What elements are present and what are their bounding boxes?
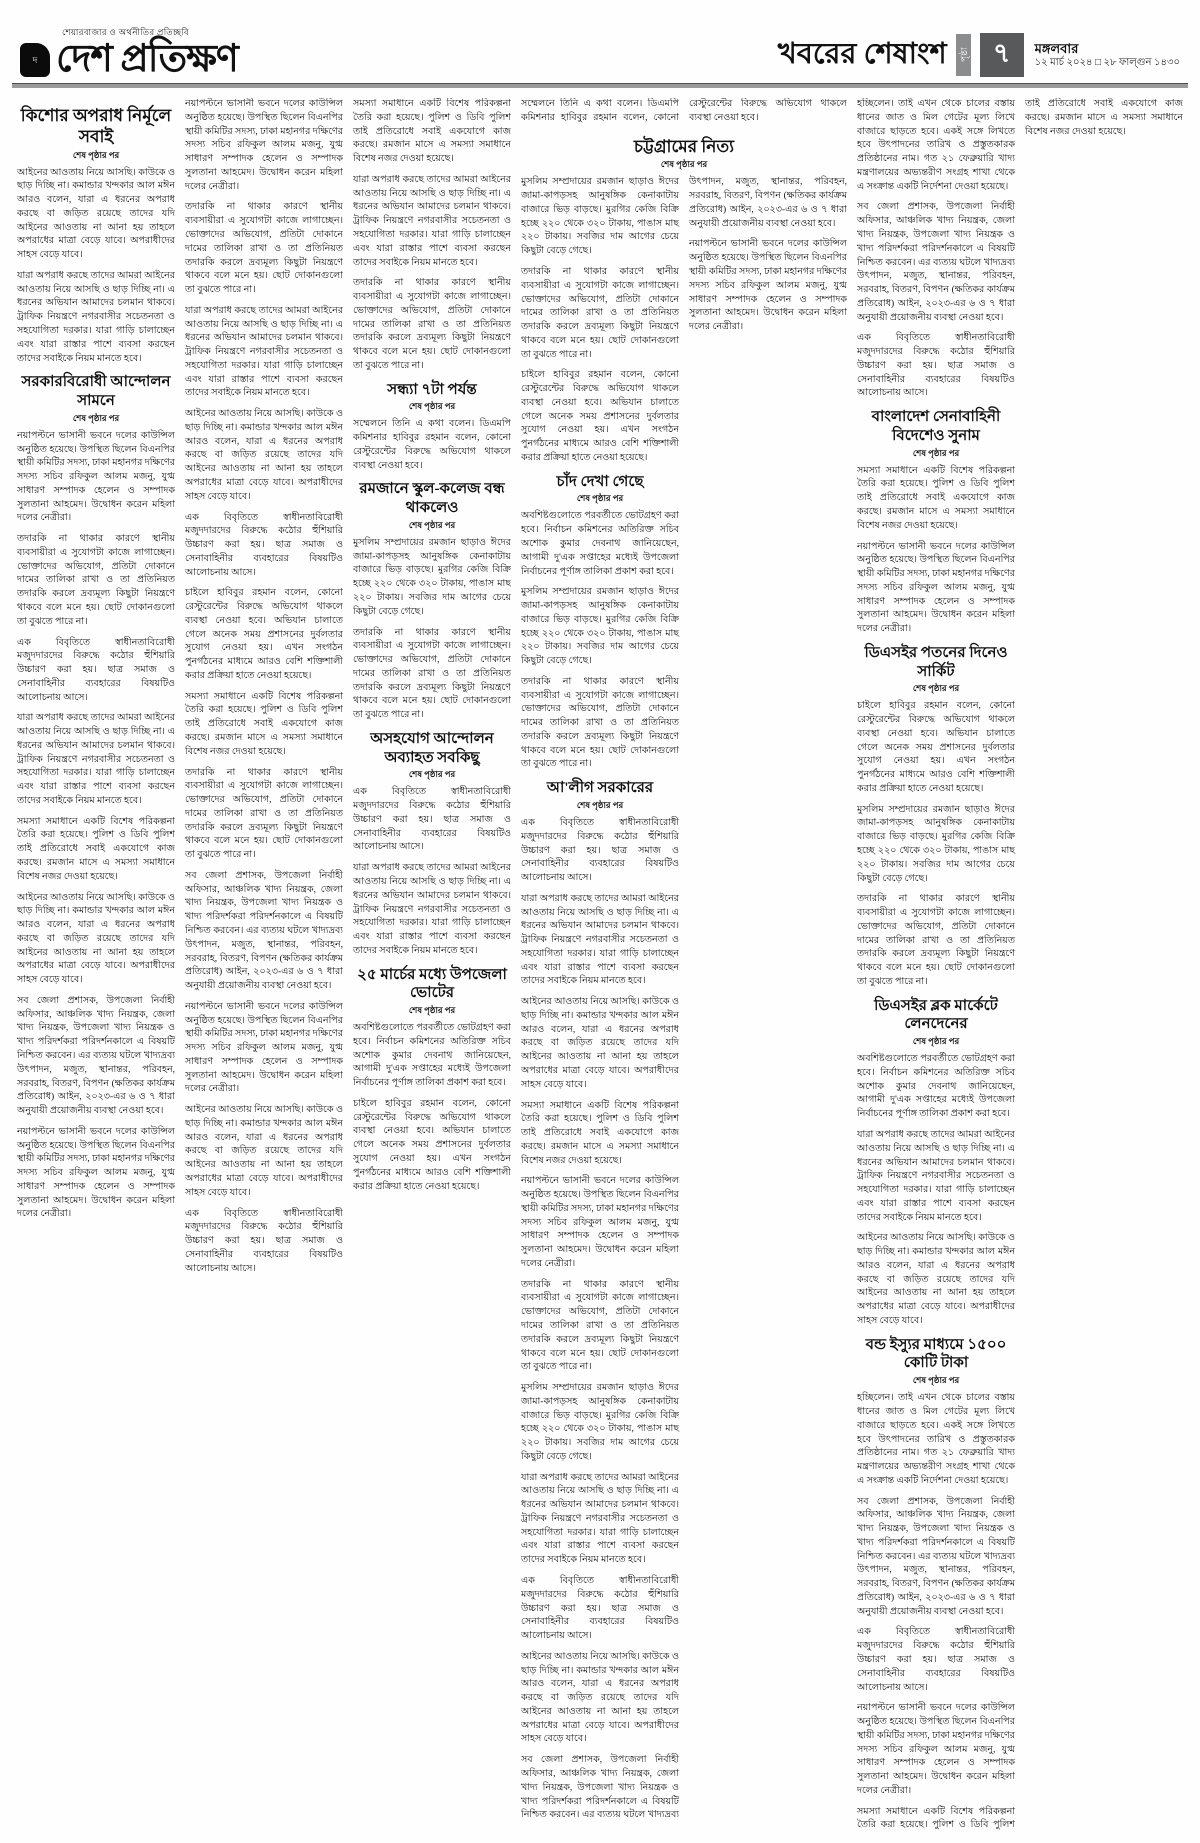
body-paragraph: সম্মেলনে তিনি এ কথা বলেন। ডিএমপি কমিশনার হাবিবুর রহমান বলেন, কোনো রেস্টুরেন্টের বিরুদ্ধে অভিযোগ থাকলে ব্যবস্থা নেওয়া হবে। [521, 99, 847, 123]
body-paragraph: মুসলিম সম্প্রদায়ের রমজান ছাড়াও ঈদের জামা-কাপড়সহ আনুষঙ্গিক কেনাকাটায় বাজারে ভিড় বাড়ছে। মুরগির কেজি বিক্রি হচ্ছে ২২০ থেকে ৩২০ টাকায়, পাঙাস মাছ ২২০ টাকায়। সবজির দাম আগের চেয়ে কিছুটা বেড়ে গেছে। [353, 537, 511, 617]
body-paragraph: তদারকি না থাকার কারণে স্থানীয় ব্যবসায়ীরা এ সুযোগটা কাজে লাগাচ্ছেন। ভোক্তাদের অভিযোগ, প্রতিটা দোকানে দামের তালিকা রাখা ও তা প্রতিনিয়ত তদারকি করলে দ্রব্যমূল্য কিছুটা নিয়ন্ত্রণে থাকবে বলে মনে হয়। ছোট দোকানগুলো তা বুঝতে পারে না। [521, 676, 679, 770]
body-paragraph: আইনের আওতায় নিয়ে আসছি। কাউকে ও ছাড় দিচ্ছি না। কমান্ডার খন্দকার আল মঈন আরও বলেন, যারা এ ধরনের অপরাধ করছে বা জড়িত রয়েছে তাদের যদি আইনের আওতায় না আনা হয় তাহলে অপরাধের মাত্রা বেড়ে যাবে। অপরাধীদের সাহস বেড়ে যাবে। [521, 997, 679, 1090]
date-line: ১২ মার্চ ২০২৪ □ ২৮ ফাল্গুন ১৪৩০ [1034, 57, 1180, 69]
body-paragraph: যারা অপরাধ করছে তাদের আমরা আইনের আওতায় নিয়ে আসছি ও ছাড় দিচ্ছি না। এ ধরনের অভিযান আমাদের চলমান থাকবে। ট্রাফিক নিয়ন্ত্রণে নগরবাসীর সচেতনতা ও সহযোগিতা দরকার। যারা গাড়ি চালাচ্ছেন এবং যারা রাস্তার পাশে ব্যবসা করছেন তাদের সবাইকে নিয়ম মানতে হবে। [521, 893, 679, 987]
body-paragraph: চাইলে হাবিবুর রহমান বলেন, কোনো রেস্টুরেন্টের বিরুদ্ধে অভিযোগ থাকলে ব্যবস্থা নেওয়া হবে। অভিযান চালাতে গেলে অনেক সময় প্রশাসনের দুর্বলতার সুযোগ নেওয়া হয়। এখন সংগঠন পুনর্গঠনের মাধ্যমে আরও বেশি শক্তিশালী করার প্রক্রিয়া হাতে নেওয়া হয়েছে। [353, 1098, 511, 1192]
body-paragraph: সব জেলা প্রশাসক, উপজেলা নির্বাহী অফিসার, আঞ্চলিক খাদ্য নিয়ন্ত্রক, জেলা খাদ্য নিয়ন্ত্রক, উপজেলা খাদ্য নিয়ন্ত্রক ও খাদ্য পরিদর্শকরা পরিদর্শনকালে এ বিষয়টি নিশ্চিত করবেন। এর ব্যত্যয় ঘটলে খাদ্যদ্রব্য উৎপাদন, মজুত, স্থানান্তর, পরিবহন, সরবরাহ, বিতরণ, বিপণন (ক্ষতিকর কার্যক্রম প্রতিরোধ) আইন, ২০২৩-এর ৬ ও ৭ ধারা অনুযায়ী প্রয়োজনীয় ব্যবস্থা নেওয়া হবে। [857, 1496, 1015, 1617]
news-column-1 [17, 98, 175, 1834]
article-headline-a11: ডিএসইর পতনের দিনেও সার্কিট [864, 644, 1008, 680]
body-paragraph: তদারকি না থাকার কারণে স্থানীয় ব্যবসায়ীরা এ সুযোগটা কাজে লাগাচ্ছেন। ভোক্তাদের অভিযোগ, প্রতিটা দোকানে দামের তালিকা রাখা ও তা প্রতিনিয়ত তদারকি করলে দ্রব্যমূল্য কিছুটা নিয়ন্ত্রণে থাকবে বলে মনে হয়। ছোট দোকানগুলো তা বুঝতে পারে না। [353, 627, 511, 721]
body-paragraph: চাইলে হাবিবুর রহমান বলেন, কোনো রেস্টুরেন্টের বিরুদ্ধে অভিযোগ থাকলে ব্যবস্থা নেওয়া হবে। অভিযান চালাতে গেলে অনেক সময় প্রশাসনের দুর্বলতার সুযোগ নেওয়া হয়। এখন সংগঠন পুনর্গঠনের মাধ্যমে আরও বেশি শক্তিশালী করার প্রক্রিয়া হাতে নেওয়া হয়েছে। [857, 701, 1015, 794]
body-paragraph: যারা অপরাধ করছে তাদের আমরা আইনের আওতায় নিয়ে আসছি ও ছাড় দিচ্ছি না। এ ধরনের অভিযান আমাদের চলমান থাকবে। ট্রাফিক নিয়ন্ত্রণে নগরবাসীর সচেতনতা ও সহযোগিতা দরকার। যারা গাড়ি চালাচ্ছেন এবং যারা রাস্তার পাশে ব্যবসা করছেন তাদের সবাইকে নিয়ম মানতে হবে। [17, 713, 175, 806]
body-paragraph: নয়াপল্টনে ভাসানী ভবনে দলের কাউন্সিল অনুষ্ঠিত হয়েছে। উপস্থিত ছিলেন বিএনপির স্থায়ী কমিটির সদস্য, ঢাকা মহানগর দক্ষিণের সদস্য সচিব রফিকুল আলম মজনু, যুগ্ম সাধারণ সম্পাদক হেলেন ও সম্পাদক সুলতানা আহমেদ। উদ্বোধন করেন মহিলা দলের নেত্রীরা। [185, 1001, 343, 1095]
body-paragraph: নয়াপল্টনে ভাসানী ভবনে দলের কাউন্সিল অনুষ্ঠিত হয়েছে। উপস্থিত ছিলেন বিএনপির স্থায়ী কমিটির সদস্য, ঢাকা মহানগর দক্ষিণের সদস্য সচিব রফিকুল আলম মজনু, যুগ্ম সাধারণ সম্পাদক হেলেন ও সম্পাদক সুলতানা আহমেদ। উদ্বোধন করেন মহিলা দলের নেত্রীরা। [17, 430, 175, 524]
continued-from-label: শেষ পৃষ্ঠার পর [660, 159, 708, 170]
body-paragraph: সব জেলা প্রশাসক, উপজেলা নির্বাহী অফিসার, আঞ্চলিক খাদ্য নিয়ন্ত্রক, জেলা খাদ্য নিয়ন্ত্রক, উপজেলা খাদ্য নিয়ন্ত্রক ও খাদ্য পরিদর্শকরা পরিদর্শনকালে এ বিষয়টি নিশ্চিত করবেন। এর ব্যত্যয় ঘটলে খাদ্যদ্রব্য উৎপাদন, মজুত, স্থানান্তর, পরিবহন, সরবরাহ, বিতরণ, বিপণন (ক্ষতিকর কার্যক্রম প্রতিরোধ) আইন, ২০২৩-এর ৬ ও ৭ ধারা অনুযায়ী প্রয়োজনীয় ব্যবস্থা নেওয়া হবে। [185, 870, 343, 992]
article-headline-a7: ২৫ মার্চের মধ্যে উপজেলা ভোটের [357, 966, 507, 1002]
body-paragraph: নয়াপল্টনে ভাসানী ভবনে দলের কাউন্সিল অনুষ্ঠিত হয়েছে। উপস্থিত ছিলেন বিএনপির স্থায়ী কমিটির সদস্য, ঢাকা মহানগর দক্ষিণের সদস্য সচিব রফিকুল আলম মজনু, যুগ্ম সাধারণ সম্পাদক হেলেন ও সম্পাদক সুলতানা আহমেদ। উদ্বোধন করেন মহিলা দলের নেত্রীরা। [857, 1703, 1015, 1796]
body-paragraph: যারা অপরাধ করছে তাদের আমরা আইনের আওতায় নিয়ে আসছি ও ছাড় দিচ্ছি না। এ ধরনের অভিযান আমাদের চলমান থাকবে। ট্রাফিক নিয়ন্ত্রণে নগরবাসীর সচেতনতা ও সহযোগিতা দরকার। যারা গাড়ি চালাচ্ছেন এবং যারা রাস্তার পাশে ব্যবসা করছেন তাদের সবাইকে নিয়ম মানতে হবে। [17, 270, 175, 364]
continued-from-label: শেষ পৃষ্ঠার পর [72, 149, 120, 160]
body-paragraph: তদারকি না থাকার কারণে স্থানীয় ব্যবসায়ীরা এ সুযোগটা কাজে লাগাচ্ছেন। ভোক্তাদের অভিযোগ, প্রতিটা দোকানে দামের তালিকা রাখা ও তা প্রতিনিয়ত তদারকি করলে দ্রব্যমূল্য কিছুটা নিয়ন্ত্রণে থাকবে বলে মনে হয়। ছোট দোকানগুলো তা বুঝতে পারে না। [185, 767, 343, 861]
article-headline-a12: ডিএসইর ব্লক মার্কেটে লেনদেনের [874, 997, 998, 1033]
section-title: খবরের শেষাংশ [777, 37, 947, 70]
article-headline-a6: অসহযোগ আন্দোলন অব্যাহত সবকিছু [370, 730, 494, 766]
continued-from-label: শেষ পৃষ্ঠার পর [72, 412, 120, 423]
body-paragraph: যারা অপরাধ করছে তাদের আমরা আইনের আওতায় নিয়ে আসছি ও ছাড় দিচ্ছি না। এ ধরনের অভিযান আমাদের চলমান থাকবে। ট্রাফিক নিয়ন্ত্রণে নগরবাসীর সচেতনতা ও সহযোগিতা দরকার। যারা গাড়ি চালাচ্ছেন এবং যারা রাস্তার পাশে ব্যবসা করছেন তাদের সবাইকে নিয়ম মানতে হবে। [857, 1130, 1015, 1223]
body-paragraph: যারা অপরাধ করছে তাদের আমরা আইনের আওতায় নিয়ে আসছি ও ছাড় দিচ্ছি না। এ ধরনের অভিযান আমাদের চলমান থাকবে। ট্রাফিক নিয়ন্ত্রণে নগরবাসীর সচেতনতা ও সহযোগিতা দরকার। যারা গাড়ি চালাচ্ছেন এবং যারা রাস্তার পাশে ব্যবসা করছেন তাদের সবাইকে নিয়ম মানতে হবে। [185, 305, 343, 399]
body-paragraph: অবশিষ্টগুলোতে পরবর্তীতে ভোটগ্রহণ করা হবে। নির্বাচন কমিশনের অতিরিক্ত সচিব অশোক কুমার দেবনাথ জানিয়েছেন, আগামী দু'এক সপ্তাহের মধ্যেই উপজেলা নির্বাচনের পূর্ণাঙ্গ তালিকা প্রকাশ করা হবে। [521, 511, 679, 577]
body-paragraph: চাইলে হাবিবুর রহমান বলেন, কোনো রেস্টুরেন্টের বিরুদ্ধে অভিযোগ থাকলে ব্যবস্থা নেওয়া হবে। অভিযান চালাতে গেলে অনেক সময় প্রশাসনের দুর্বলতার সুযোগ নেওয়া হয়। এখন সংগঠন পুনর্গঠনের মাধ্যমে আরও বেশি শক্তিশালী করার প্রক্রিয়া হাতে নেওয়া হয়েছে। [521, 370, 679, 463]
continued-from-label: শেষ পৃষ্ঠার পর [408, 401, 456, 412]
article-headline-a4: সন্ধ্যা ৭টা পর্যন্ত [387, 381, 477, 398]
body-paragraph: এক বিবৃতিতে স্বাধীনতাবিরোধী মজুদদারদের বিরুদ্ধে কঠোর হুঁশিয়ারি উচ্চারণ করা হয়। ছাত্র সমাজ ও সেনাবাহিনীর ব্যবহারের বিষয়টিও আলোচনায় আসে। [353, 787, 511, 853]
body-paragraph: সমস্যা সমাধানে একটি বিশেষ পরিকল্পনা তৈরি করা হয়েছে। পুলিশ ও ডিবি পুলিশ তাই প্রতিরোধে সবাই একযোগে কাজ করছে। রমজান মাসে এ সমস্যা সমাধানে বিশেষ নজর দেওয়া হয়েছে। [857, 99, 1183, 1831]
body-paragraph: চাইলে হাবিবুর রহমান বলেন, কোনো রেস্টুরেন্টের বিরুদ্ধে অভিযোগ থাকলে ব্যবস্থা নেওয়া হবে। অভিযান চালাতে গেলে অনেক সময় প্রশাসনের দুর্বলতার সুযোগ নেওয়া হয়। এখন সংগঠন পুনর্গঠনের মাধ্যমে আরও বেশি শক্তিশালী করার প্রক্রিয়া হাতে নেওয়া হয়েছে। [185, 588, 343, 681]
body-paragraph: এক বিবৃতিতে স্বাধীনতাবিরোধী মজুদদারদের বিরুদ্ধে কঠোর হুঁশিয়ারি উচ্চারণ করা হয়। ছাত্র সমাজ ও সেনাবাহিনীর ব্যবহারের বিষয়টিও আলোচনায় আসে। [185, 512, 343, 578]
body-paragraph: সমস্যা সমাধানে একটি বিশেষ পরিকল্পনা তৈরি করা হয়েছে। পুলিশ ও ডিবি পুলিশ তাই প্রতিরোধে সবাই একযোগে কাজ করছে। রমজান মাসে এ সমস্যা সমাধানে বিশেষ নজর দেওয়া হয়েছে। [521, 1100, 679, 1166]
body-paragraph: যারা অপরাধ করছে তাদের আমরা আইনের আওতায় নিয়ে আসছি ও ছাড় দিচ্ছি না। এ ধরনের অভিযান আমাদের চলমান থাকবে। ট্রাফিক নিয়ন্ত্রণে নগরবাসীর সচেতনতা ও সহযোগিতা দরকার। যারা গাড়ি চালাচ্ছেন এবং যারা রাস্তার পাশে ব্যবসা করছেন তাদের সবাইকে নিয়ম মানতে হবে। [353, 174, 511, 268]
continued-from-label: শেষ পৃষ্ঠার পর [912, 1036, 960, 1047]
body-paragraph: সমস্যা সমাধানে একটি বিশেষ পরিকল্পনা তৈরি করা হয়েছে। পুলিশ ও ডিবি পুলিশ তাই প্রতিরোধে সবাই একযোগে কাজ করছে। রমজান মাসে এ সমস্যা সমাধানে বিশেষ নজর দেওয়া হয়েছে। [17, 816, 175, 882]
continued-from-label: শেষ পৃষ্ঠার পর [576, 799, 624, 810]
body-paragraph: নয়াপল্টনে ভাসানী ভবনে দলের কাউন্সিল অনুষ্ঠিত হয়েছে। উপস্থিত ছিলেন বিএনপির স্থায়ী কমিটির সদস্য, ঢাকা মহানগর দক্ষিণের সদস্য সচিব রফিকুল আলম মজনু, যুগ্ম সাধারণ সম্পাদক হেলেন ও সম্পাদক সুলতানা আহমেদ। উদ্বোধন করেন মহিলা দলের নেত্রীরা। [857, 541, 1015, 635]
continued-from-label: শেষ পৃষ্ঠার পর [912, 683, 960, 694]
body-paragraph: তদারকি না থাকার কারণে স্থানীয় ব্যবসায়ীরা এ সুযোগটা কাজে লাগাচ্ছেন। ভোক্তাদের অভিযোগ, প্রতিটা দোকানে দামের তালিকা রাখা ও তা প্রতিনিয়ত তদারকি করলে দ্রব্যমূল্য কিছুটা নিয়ন্ত্রণে থাকবে বলে মনে হয়। ছোট দোকানগুলো তা বুঝতে পারে না। [353, 278, 511, 371]
body-paragraph: নয়াপল্টনে ভাসানী ভবনে দলের কাউন্সিল অনুষ্ঠিত হয়েছে। উপস্থিত ছিলেন বিএনপির স্থায়ী কমিটির সদস্য, ঢাকা মহানগর দক্ষিণের সদস্য সচিব রফিকুল আলম মজনু, যুগ্ম সাধারণ সম্পাদক হেলেন ও সম্পাদক সুলতানা আহমেদ। উদ্বোধন করেন মহিলা দলের নেত্রীরা। [185, 99, 343, 192]
body-paragraph: মুসলিম সম্প্রদায়ের রমজান ছাড়াও ঈদের জামা-কাপড়সহ আনুষঙ্গিক কেনাকাটায় বাজারে ভিড় বাড়ছে। মুরগির কেজি বিক্রি হচ্ছে ২২০ থেকে ৩২০ টাকায়, পাঙাস মাছ ২২০ টাকায়। সবজির দাম আগের চেয়ে কিছুটা বেড়ে গেছে। [521, 1383, 679, 1462]
body-paragraph: যারা অপরাধ করছে তাদের আমরা আইনের আওতায় নিয়ে আসছি ও ছাড় দিচ্ছি না। এ ধরনের অভিযান আমাদের চলমান থাকবে। ট্রাফিক নিয়ন্ত্রণে নগরবাসীর সচেতনতা ও সহযোগিতা দরকার। যারা গাড়ি চালাচ্ছেন এবং যারা রাস্তার পাশে ব্যবসা করছেন তাদের সবাইকে নিয়ম মানতে হবে। [521, 1472, 679, 1566]
masthead [20, 26, 238, 80]
body-paragraph: অবশিষ্টগুলোতে পরবর্তীতে ভোটগ্রহণ করা হবে। নির্বাচন কমিশনের অতিরিক্ত সচিব অশোক কুমার দেবনাথ জানিয়েছেন, আগামী দু'এক সপ্তাহের মধ্যেই উপজেলা নির্বাচনের পূর্ণাঙ্গ তালিকা প্রকাশ করা হবে। [857, 1054, 1015, 1120]
body-paragraph: এক বিবৃতিতে স্বাধীনতাবিরোধী মজুদদারদের বিরুদ্ধে কঠোর হুঁশিয়ারি উচ্চারণ করা হয়। ছাত্র সমাজ ও সেনাবাহিনীর ব্যবহারের বিষয়টিও আলোচনায় আসে। [17, 637, 175, 703]
body-paragraph: তদারকি না থাকার কারণে স্থানীয় ব্যবসায়ীরা এ সুযোগটা কাজে লাগাচ্ছেন। ভোক্তাদের অভিযোগ, প্রতিটা দোকানে দামের তালিকা রাখা ও তা প্রতিনিয়ত তদারকি করলে দ্রব্যমূল্য কিছুটা নিয়ন্ত্রণে থাকবে বলে মনে হয়। ছোট দোকানগুলো তা বুঝতে পারে না। [185, 202, 343, 296]
news-column-3 [353, 98, 511, 1834]
body-paragraph: নয়াপল্টনে ভাসানী ভবনে দলের কাউন্সিল অনুষ্ঠিত হয়েছে। উপস্থিত ছিলেন বিএনপির স্থায়ী কমিটির সদস্য, ঢাকা মহানগর দক্ষিণের সদস্য সচিব রফিকুল আলম মজনু, যুগ্ম সাধারণ সম্পাদক হেলেন ও সম্পাদক সুলতানা আহমেদ। উদ্বোধন করেন মহিলা দলের নেত্রীরা। [17, 1126, 175, 1220]
article-headline-a1: কিশোর অপরাধ নির্মূলে সবাই [20, 106, 172, 147]
body-paragraph: তদারকি না থাকার কারণে স্থানীয় ব্যবসায়ীরা এ সুযোগটা কাজে লাগাচ্ছেন। ভোক্তাদের অভিযোগ, প্রতিটা দোকানে দামের তালিকা রাখা ও তা প্রতিনিয়ত তদারকি করলে দ্রব্যমূল্য কিছুটা নিয়ন্ত্রণে থাকবে বলে মনে হয়। ছোট দোকানগুলো তা বুঝতে পারে না। [17, 534, 175, 627]
body-paragraph: মুসলিম সম্প্রদায়ের রমজান ছাড়াও ঈদের জামা-কাপড়সহ আনুষঙ্গিক কেনাকাটায় বাজারে ভিড় বাড়ছে। মুরগির কেজি বিক্রি হচ্ছে ২২০ থেকে ৩২০ টাকায়, পাঙাস মাছ ২২০ টাকায়। সবজির দাম আগের চেয়ে কিছুটা বেড়ে গেছে। [521, 177, 679, 257]
body-paragraph: তদারকি না থাকার কারণে স্থানীয় ব্যবসায়ীরা এ সুযোগটা কাজে লাগাচ্ছেন। ভোক্তাদের অভিযোগ, প্রতিটা দোকানে দামের তালিকা রাখা ও তা প্রতিনিয়ত তদারকি করলে দ্রব্যমূল্য কিছুটা নিয়ন্ত্রণে থাকবে বলে মনে হয়। ছোট দোকানগুলো তা বুঝতে পারে না। [521, 1279, 679, 1373]
body-paragraph: নয়াপল্টনে ভাসানী ভবনে দলের কাউন্সিল অনুষ্ঠিত হয়েছে। উপস্থিত ছিলেন বিএনপির স্থায়ী কমিটির সদস্য, ঢাকা মহানগর দক্ষিণের সদস্য সচিব রফিকুল আলম মজনু, যুগ্ম সাধারণ সম্পাদক হেলেন ও সম্পাদক সুলতানা আহমেদ। উদ্বোধন করেন মহিলা দলের নেত্রীরা। [521, 1176, 679, 1269]
continued-from-label: শেষ পৃষ্ঠার পর [912, 447, 960, 458]
body-paragraph: মুসলিম সম্প্রদায়ের রমজান ছাড়াও ঈদের জামা-কাপড়সহ আনুষঙ্গিক কেনাকাটায় বাজারে ভিড় বাড়ছে। মুরগির কেজি বিক্রি হচ্ছে ২২০ থেকে ৩২০ টাকায়, পাঙাস মাছ ২২০ টাকায়। সবজির দাম আগের চেয়ে কিছুটা বেড়ে গেছে। [857, 804, 1015, 884]
continued-from-label: শেষ পৃষ্ঠার পর [408, 519, 456, 530]
page-number: ৭ [980, 33, 1024, 77]
continued-from-label: শেষ পৃষ্ঠার পর [408, 769, 456, 780]
body-paragraph: এক বিবৃতিতে স্বাধীনতাবিরোধী মজুদদারদের বিরুদ্ধে কঠোর হুঁশিয়ারি উচ্চারণ করা হয়। ছাত্র সমাজ ও সেনাবাহিনীর ব্যবহারের বিষয়টিও আলোচনায় আসে। [857, 333, 1015, 399]
article-headline-a13: বন্ড ইস্যুর মাধ্যমে ১৫০০ কোটি টাকা [865, 1336, 1007, 1372]
weekday: মঙ্গলবার [1034, 40, 1079, 56]
body-paragraph: আইনের আওতায় নিয়ে আসছি। কাউকে ও ছাড় দিচ্ছি না। কমান্ডার খন্দকার আল মঈন আরও বলেন, যারা এ ধরনের অপরাধ করছে বা জড়িত রয়েছে তাদের যদি আইনের আওতায় না আনা হয় তাহলে অপরাধের মাত্রা বেড়ে যাবে। অপরাধীদের সাহস বেড়ে যাবে। [185, 1105, 343, 1198]
body-paragraph: সব জেলা প্রশাসক, উপজেলা নির্বাহী অফিসার, আঞ্চলিক খাদ্য নিয়ন্ত্রক, জেলা খাদ্য নিয়ন্ত্রক, উপজেলা খাদ্য নিয়ন্ত্রক ও খাদ্য পরিদর্শকরা পরিদর্শনকালে এ বিষয়টি নিশ্চিত করবেন। এর ব্যত্যয় ঘটলে খাদ্যদ্রব্য উৎপাদন, মজুত, স্থানান্তর, পরিবহন, সরবরাহ, বিতরণ, বিপণন (ক্ষতিকর কার্যক্রম প্রতিরোধ) আইন, ২০২৩-এর ৬ ও ৭ ধারা অনুযায়ী প্রয়োজনীয় ব্যবস্থা নেওয়া হবে। [17, 995, 175, 1117]
body-paragraph: এক বিবৃতিতে স্বাধীনতাবিরোধী মজুদদারদের বিরুদ্ধে কঠোর হুঁশিয়ারি উচ্চারণ করা হয়। ছাত্র সমাজ ও সেনাবাহিনীর ব্যবহারের বিষয়টিও আলোচনায় আসে। [857, 1627, 1015, 1693]
header-right [778, 33, 1180, 77]
continued-from-label: শেষ পৃষ্ঠার পর [408, 1005, 456, 1016]
article-headline-a5: রমজানে স্কুল-কলেজ বন্ধ থাকলেও [359, 481, 505, 517]
body-paragraph: এক বিবৃতিতে স্বাধীনতাবিরোধী মজুদদারদের বিরুদ্ধে কঠোর হুঁশিয়ারি উচ্চারণ করা হয়। ছাত্র সমাজ ও সেনাবাহিনীর ব্যবহারের বিষয়টিও আলোচনায় আসে। [521, 1576, 679, 1642]
date-block [1033, 41, 1180, 70]
masthead-title: দেশ প্রতিক্ষণ [56, 38, 238, 80]
body-paragraph: যারা অপরাধ করছে তাদের আমরা আইনের আওতায় নিয়ে আসছি ও ছাড় দিচ্ছি না। এ ধরনের অভিযান আমাদের চলমান থাকবে। ট্রাফিক নিয়ন্ত্রণে নগরবাসীর সচেতনতা ও সহযোগিতা দরকার। যারা গাড়ি চালাচ্ছেন এবং যারা রাস্তার পাশে ব্যবসা করছেন তাদের সবাইকে নিয়ম মানতে হবে। [353, 863, 511, 956]
body-paragraph: অবশিষ্টগুলোতে পরবর্তীতে ভোটগ্রহণ করা হবে। নির্বাচন কমিশনের অতিরিক্ত সচিব অশোক কুমার দেবনাথ জানিয়েছেন, আগামী দু'এক সপ্তাহের মধ্যেই উপজেলা নির্বাচনের পূর্ণাঙ্গ তালিকা প্রকাশ করা হবে। [353, 1023, 511, 1089]
body-paragraph: সম্মেলনে তিনি এ কথা বলেন। ডিএমপি কমিশনার হাবিবুর রহমান বলেন, কোনো রেস্টুরেন্টের বিরুদ্ধে অভিযোগ থাকলে ব্যবস্থা নেওয়া হবে। [353, 419, 511, 471]
page-header [0, 0, 1200, 83]
article-headline-a10: বাংলাদেশ সেনাবাহিনী বিদেশেও সুনাম [871, 409, 1001, 444]
body-paragraph: সব জেলা প্রশাসক, উপজেলা নির্বাহী অফিসার, আঞ্চলিক খাদ্য নিয়ন্ত্রক, জেলা খাদ্য নিয়ন্ত্রক, উপজেলা খাদ্য নিয়ন্ত্রক ও খাদ্য পরিদর্শকরা পরিদর্শনকালে এ বিষয়টি নিশ্চিত করবেন। এর ব্যত্যয় ঘটলে খাদ্যদ্রব্য উৎপাদন, মজুত, স্থানান্তর, পরিবহন, সরবরাহ, বিতরণ, বিপণন (ক্ষতিকর কার্যক্রম প্রতিরোধ) আইন, ২০২৩-এর ৬ ও ৭ ধারা অনুযায়ী প্রয়োজনীয় ব্যবস্থা নেওয়া হবে। [521, 177, 847, 1821]
body-paragraph: সমস্যা সমাধানে একটি বিশেষ পরিকল্পনা তৈরি করা হয়েছে। পুলিশ ও ডিবি পুলিশ তাই প্রতিরোধে সবাই একযোগে কাজ করছে। রমজান মাসে এ সমস্যা সমাধানে বিশেষ নজর দেওয়া হয়েছে। [353, 99, 511, 165]
body-paragraph: এক বিবৃতিতে স্বাধীনতাবিরোধী মজুদদারদের বিরুদ্ধে কঠোর হুঁশিয়ারি উচ্চারণ করা হয়। ছাত্র সমাজ ও সেনাবাহিনীর ব্যবহারের বিষয়টিও আলোচনায় আসে। [521, 817, 679, 884]
news-columns-4-5 [521, 98, 847, 1834]
body-paragraph: আইনের আওতায় নিয়ে আসছি। কাউকে ও ছাড় দিচ্ছি না। কমান্ডার খন্দকার আল মঈন আরও বলেন, যারা এ ধরনের অপরাধ করছে বা জড়িত রয়েছে তাদের যদি আইনের আওতায় না আনা হয় তাহলে অপরাধের মাত্রা বেড়ে যাবে। অপরাধীদের সাহস বেড়ে যাবে। [17, 167, 175, 261]
body-paragraph: সমস্যা সমাধানে একটি বিশেষ পরিকল্পনা তৈরি করা হয়েছে। পুলিশ ও ডিবি পুলিশ তাই প্রতিরোধে সবাই একযোগে কাজ করছে। রমজান মাসে এ সমস্যা সমাধানে বিশেষ নজর দেওয়া হয়েছে। [857, 465, 1015, 531]
news-columns [0, 88, 1200, 1834]
article-headline-a9: আ'লীগ সরকারের [546, 780, 654, 797]
body-paragraph: আইনের আওতায় নিয়ে আসছি। কাউকে ও ছাড় দিচ্ছি না। কমান্ডার খন্দকার আল মঈন আরও বলেন, যারা এ ধরনের অপরাধ করছে বা জড়িত রয়েছে তাদের যদি আইনের আওতায় না আনা হয় তাহলে অপরাধের মাত্রা বেড়ে যাবে। অপরাধীদের সাহস বেড়ে যাবে। [185, 409, 343, 502]
article-headline-a2: সরকারবিরোধী আন্দোলন সামনে [21, 374, 171, 410]
body-paragraph: সমস্যা সমাধানে একটি বিশেষ পরিকল্পনা তৈরি করা হয়েছে। পুলিশ ও ডিবি পুলিশ তাই প্রতিরোধে সবাই একযোগে কাজ করছে। রমজান মাসে এ সমস্যা সমাধানে বিশেষ নজর দেওয়া হয়েছে। [185, 691, 343, 757]
body-paragraph: তদারকি না থাকার কারণে স্থানীয় ব্যবসায়ীরা এ সুযোগটা কাজে লাগাচ্ছেন। ভোক্তাদের অভিযোগ, প্রতিটা দোকানে দামের তালিকা রাখা ও তা প্রতিনিয়ত তদারকি করলে দ্রব্যমূল্য কিছুটা নিয়ন্ত্রণে থাকবে বলে মনে হয়। ছোট দোকানগুলো তা বুঝতে পারে না। [857, 894, 1015, 987]
body-paragraph: নয়াপল্টনে ভাসানী ভবনে দলের কাউন্সিল অনুষ্ঠিত হয়েছে। উপস্থিত ছিলেন বিএনপির স্থায়ী কমিটির সদস্য, ঢাকা মহানগর দক্ষিণের সদস্য সচিব রফিকুল আলম মজনু, যুগ্ম সাধারণ সম্পাদক হেলেন ও সম্পাদক সুলতানা আহমেদ। উদ্বোধন করেন মহিলা দলের নেত্রীরা। [689, 239, 847, 333]
body-paragraph: আইনের আওতায় নিয়ে আসছি। কাউকে ও ছাড় দিচ্ছি না। কমান্ডার খন্দকার আল মঈন আরও বলেন, যারা এ ধরনের অপরাধ করছে বা জড়িত রয়েছে তাদের যদি আইনের আওতায় না আনা হয় তাহলে অপরাধের মাত্রা বেড়ে যাবে। অপরাধীদের সাহস বেড়ে যাবে। [17, 892, 175, 986]
article-headline-a8: চাঁদ দেখা গেছে [556, 473, 644, 490]
article-headline-a3: চট্টগ্রামের নিত্য [633, 137, 735, 157]
body-paragraph: এক বিবৃতিতে স্বাধীনতাবিরোধী মজুদদারদের বিরুদ্ধে কঠোর হুঁশিয়ারি উচ্চারণ করা হয়। ছাত্র সমাজ ও সেনাবাহিনীর ব্যবহারের বিষয়টিও আলোচনায় আসে। [185, 1208, 343, 1274]
page-label: পৃষ্ঠা [956, 34, 971, 76]
news-columns-6-7 [857, 98, 1183, 1834]
news-column-2 [185, 98, 343, 1834]
continued-from-label: শেষ পৃষ্ঠার পর [576, 493, 624, 504]
body-paragraph: তদারকি না থাকার কারণে স্থানীয় ব্যবসায়ীরা এ সুযোগটা কাজে লাগাচ্ছেন। ভোক্তাদের অভিযোগ, প্রতিটা দোকানে দামের তালিকা রাখা ও তা প্রতিনিয়ত তদারকি করলে দ্রব্যমূল্য কিছুটা নিয়ন্ত্রণে থাকবে বলে মনে হয়। ছোট দোকানগুলো তা বুঝতে পারে না। [521, 266, 679, 360]
body-paragraph: মুসলিম সম্প্রদায়ের রমজান ছাড়াও ঈদের জামা-কাপড়সহ আনুষঙ্গিক কেনাকাটায় বাজারে ভিড় বাড়ছে। মুরগির কেজি বিক্রি হচ্ছে ২২০ থেকে ৩২০ টাকায়, পাঙাস মাছ ২২০ টাকায়। সবজির দাম আগের চেয়ে কিছুটা বেড়ে গেছে। [521, 587, 679, 667]
body-paragraph: হচ্ছিলেন। তাই এখন থেকে চালের বস্তায় ধানের জাত ও মিল গেটের মূল্য লিখে বাজারে ছাড়তে হবে। একই সঙ্গে লিখতে হবে উৎপাদনের তারিখ ও প্রস্তুতকারক প্রতিষ্ঠানের নাম। গত ২১ ফেব্রুয়ারি খাদ্য মন্ত্রণালয়ের অভ্যন্তরীণ সংগ্রহ শাখা থেকে এ সংক্রান্ত একটি নির্দেশনা দেওয়া হয়েছে। [857, 99, 1015, 192]
body-paragraph: হচ্ছিলেন। তাই এখন থেকে চালের বস্তায় ধানের জাত ও মিল গেটের মূল্য লিখে বাজারে ছাড়তে হবে। একই সঙ্গে লিখতে হবে উৎপাদনের তারিখ ও প্রস্তুতকারক প্রতিষ্ঠানের নাম। গত ২১ ফেব্রুয়ারি খাদ্য মন্ত্রণালয়ের অভ্যন্তরীণ সংগ্রহ শাখা থেকে এ সংক্রান্ত একটি নির্দেশনা দেওয়া হয়েছে। [857, 1393, 1015, 1486]
masthead-tagline: শেয়ারবাজার ও অর্থনীতির প্রতিচ্ছবি [62, 27, 190, 37]
body-paragraph: সব জেলা প্রশাসক, উপজেলা নির্বাহী অফিসার, আঞ্চলিক খাদ্য নিয়ন্ত্রক, জেলা খাদ্য নিয়ন্ত্রক, উপজেলা খাদ্য নিয়ন্ত্রক ও খাদ্য পরিদর্শকরা পরিদর্শনকালে এ বিষয়টি নিশ্চিত করবেন। এর ব্যত্যয় ঘটলে খাদ্যদ্রব্য উৎপাদন, মজুত, স্থানান্তর, পরিবহন, সরবরাহ, বিতরণ, বিপণন (ক্ষতিকর কার্যক্রম প্রতিরোধ) আইন, ২০২৩-এর ৬ ও ৭ ধারা অনুযায়ী প্রয়োজনীয় ব্যবস্থা নেওয়া হবে। [857, 202, 1015, 323]
masthead-emblem: দ [20, 43, 50, 77]
body-paragraph: আইনের আওতায় নিয়ে আসছি। কাউকে ও ছাড় দিচ্ছি না। কমান্ডার খন্দকার আল মঈন আরও বলেন, যারা এ ধরনের অপরাধ করছে বা জড়িত রয়েছে তাদের যদি আইনের আওতায় না আনা হয় তাহলে অপরাধের মাত্রা বেড়ে যাবে। অপরাধীদের সাহস বেড়ে যাবে। [857, 1233, 1015, 1326]
body-paragraph: আইনের আওতায় নিয়ে আসছি। কাউকে ও ছাড় দিচ্ছি না। কমান্ডার খন্দকার আল মঈন আরও বলেন, যারা এ ধরনের অপরাধ করছে বা জড়িত রয়েছে তাদের যদি আইনের আওতায় না আনা হয় তাহলে অপরাধের মাত্রা বেড়ে যাবে। অপরাধীদের সাহস বেড়ে যাবে। [521, 1651, 679, 1745]
continued-from-label: শেষ পৃষ্ঠার পর [912, 1375, 960, 1386]
